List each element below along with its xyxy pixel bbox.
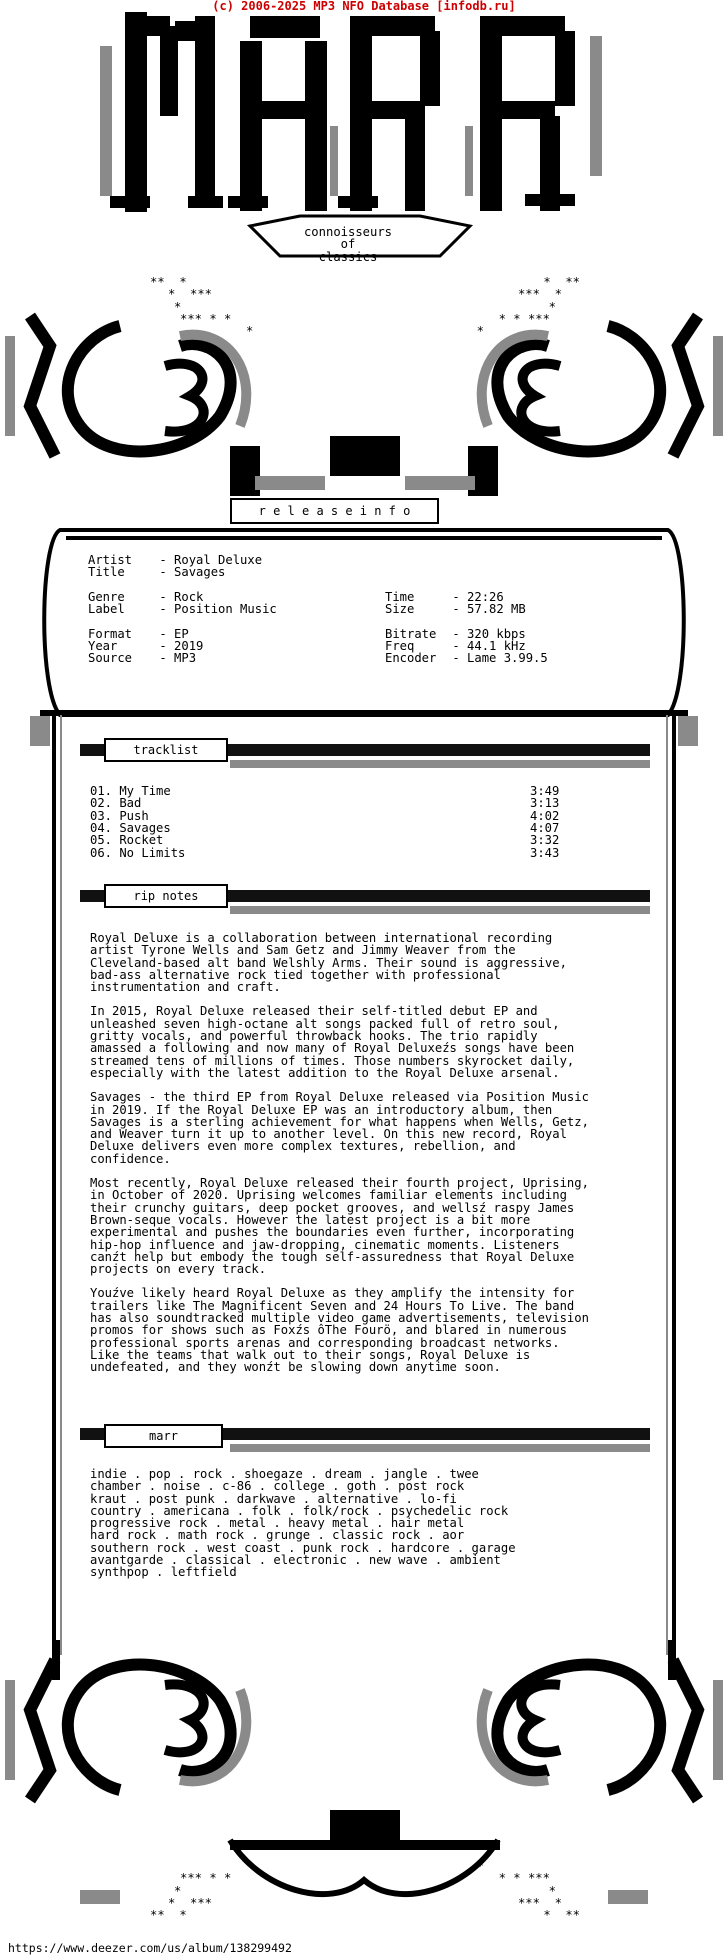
note-paragraph: Youźve likely heard Royal Deluxe as they amplify the intensity for trailers like The Magnificent Seven and 24 Hours To Live. The band has also soundtracked multiple video game advertisements, television promos for shows such as Foxźs ôThe Fourö, and blared in numerous professional sports arenas and corresponding broadcast networks. Like the teams that walk out to their songs, Royal Deluxe is undefeated, and they wonźt be slowing down anytime soon. [90,1286,589,1375]
bitrate-label: Bitrate [385,626,437,641]
logo-letter-m [110,12,223,212]
genre-label: Genre [88,589,125,604]
format-value: EP [174,626,189,641]
logo-letter-r1 [338,16,440,211]
track-time: 3:32 [530,833,560,848]
genre-value: Rock [174,589,204,604]
source-url[interactable]: https://www.deezer.com/us/album/138299492 [8,1941,292,1955]
artist-label: Artist [88,553,133,567]
title-label: Title [88,565,125,580]
stars-bottom-left-1: * [246,1859,254,1873]
source-label: Source [88,651,133,666]
artist-value: Royal Deluxe [174,553,263,567]
track-time: 4:02 [530,808,560,823]
note-paragraph: Savages - the third EP from Royal Deluxe released via Position Music in 2019. If the Royal Deluxe EP was an introductory album, then Savages is a sterling achievement for what happens when Wells, Getz, and Weaver turn it up to another level. On this new record, Royal Deluxe delivers even more complex textures, rebellion, and confidence. [90,1090,589,1166]
stars-left-4: *** * * [180,311,232,326]
stars-bottom-right-4: *** * [517,1895,562,1910]
size-value: 57.82 MB [467,602,526,617]
bottom-ornament-art [0,1640,728,1940]
year-label: Year [88,639,118,654]
stars-right-2: *** * [517,287,562,302]
stars-bottom-right-2: * * *** [498,1871,550,1886]
track-time: 3:49 [530,784,560,798]
encoder-value: Lame 3.99.5 [467,651,548,666]
label-value: Position Music [174,602,277,617]
tracklist-bar-shade [230,760,650,768]
marr-bar-shade [230,1444,650,1452]
tagline-line-3: classics [318,249,378,264]
track-title: 02. Bad [90,796,142,811]
marr-logo-art [0,6,728,566]
logo-letter-r2 [480,16,575,211]
section-header-tracklist: tracklist [104,738,228,762]
track-title: 01. My Time [90,784,171,798]
title-value: Savages [174,565,226,580]
rip-notes-text [90,932,595,1386]
encoder-label: Encoder [385,651,437,666]
freq-value: 44.1 kHz [467,639,526,654]
track-title: 04. Savages [90,820,171,835]
label-label: Label [88,602,125,617]
note-paragraph: In 2015, Royal Deluxe released their self-titled debut EP and unleashed seven high-octane alt songs packed full of retro soul, gritty vocals, and powerful throwback hooks. The trio rapidly amassed a following and now many of Royal Deluxeźs songs have been streamed tens of millions of times. Those numbers skyrocket daily, especially with the latest addition to the Royal Deluxe arsenal. [90,1004,575,1080]
track-title: 06. No Limits [90,845,186,860]
section-header-marr: marr [104,1424,223,1448]
stars-left-1: ** * [150,275,187,289]
stars-bottom-left-2: *** * * [180,1871,232,1886]
tagline-line-1: connoisseurs [303,225,393,239]
release-info-block: Artist - Royal Deluxe Title - Savages Genre - Rock Label - Position Music Format - EP Year - 2019 Source - MP3 [88,553,277,666]
track-time: 4:07 [530,820,560,835]
rip-notes-bar-shade [230,906,650,914]
size-label: Size [385,602,415,617]
stars-bottom-right-3: * [548,1883,556,1898]
source-value: MP3 [174,651,197,666]
freq-label: Freq [385,639,415,654]
track-title: 05. Rocket [90,833,164,848]
stars-bottom-left-3: * [174,1883,182,1898]
section-header-rip-notes: rip notes [104,884,228,908]
stars-bottom-left-5: ** * [150,1908,187,1923]
note-paragraph: Most recently, Royal Deluxe released their fourth project, Uprising, in October of 2020. Uprising welcomes familiar elements including their crunchy guitars, deep pocket grooves, and wellsź raspy James Brown-seque vocals. However the latest project is a bit more experimental and pushes the boundaries even further, incorporating hip-hop influence and jaw-dropping, cinematic moments. Listeners canźt help but embody the tough self-assuredness that Royal Deluxe projects on every track. [90,1176,589,1277]
format-label: Format [88,626,133,641]
track-time: 3:43 [530,845,560,860]
section-header-release-info: r e l e a s e i n f o [230,498,439,524]
stars-bottom-left-4: * *** [168,1895,213,1910]
stars-right-5: * [476,324,484,339]
genre-tags: indie . pop . rock . shoegaze . dream . jangle . twee chamber . noise . c-86 . college . goth . post rock kraut . post punk . darkwave . alternative . lo-fi country . americana . folk . folk/rock . psychedelic rock progressive rock . metal . heavy metal . hair metal hard rock . math rock . grunge . classic rock . aor southern rock . west coast . punk rock . hardcore . garage avantgarde . classical . electronic . new wave . ambient synthpop . leftfield [90,1467,516,1580]
stars-left-5: * [246,324,254,339]
logo-letter-a [228,16,327,211]
note-paragraph: Royal Deluxe is a collaboration between international recording artist Tyrone Wells and Sam Getz and Jimmy Weaver from the Cleveland-based alt band Welshly Arms. Their sound is aggressive, bad-ass alternative rock tied together with professional instrumentation and craft. [90,931,567,995]
release-tech-block: Time - 22:26 Size - 57.82 MB Bitrate - 320 kbps Freq - 44.1 kHz Encoder - Lame 3.99.5 [385,590,548,666]
stars-right-4: * * *** [498,311,550,326]
tagline-line-2: of [340,237,356,252]
stars-right-3: * [548,299,556,314]
stars-right-1: * ** [543,275,580,289]
stars-left-2: * *** [168,287,213,302]
stars-bottom-right-5: * ** [543,1908,580,1923]
stars-bottom-right-1: * [476,1859,484,1873]
track-time: 3:13 [530,796,560,811]
time-label: Time [385,590,415,604]
stars-left-3: * [174,299,182,314]
track-title: 03. Push [90,808,149,823]
year-value: 2019 [174,639,204,654]
bitrate-value: 320 kbps [467,626,526,641]
credit-line: (c) 2006-2025 MP3 NFO Database [infodb.ru] [212,0,516,13]
tracklist [0,785,728,865]
time-value: 22:26 [467,590,504,604]
